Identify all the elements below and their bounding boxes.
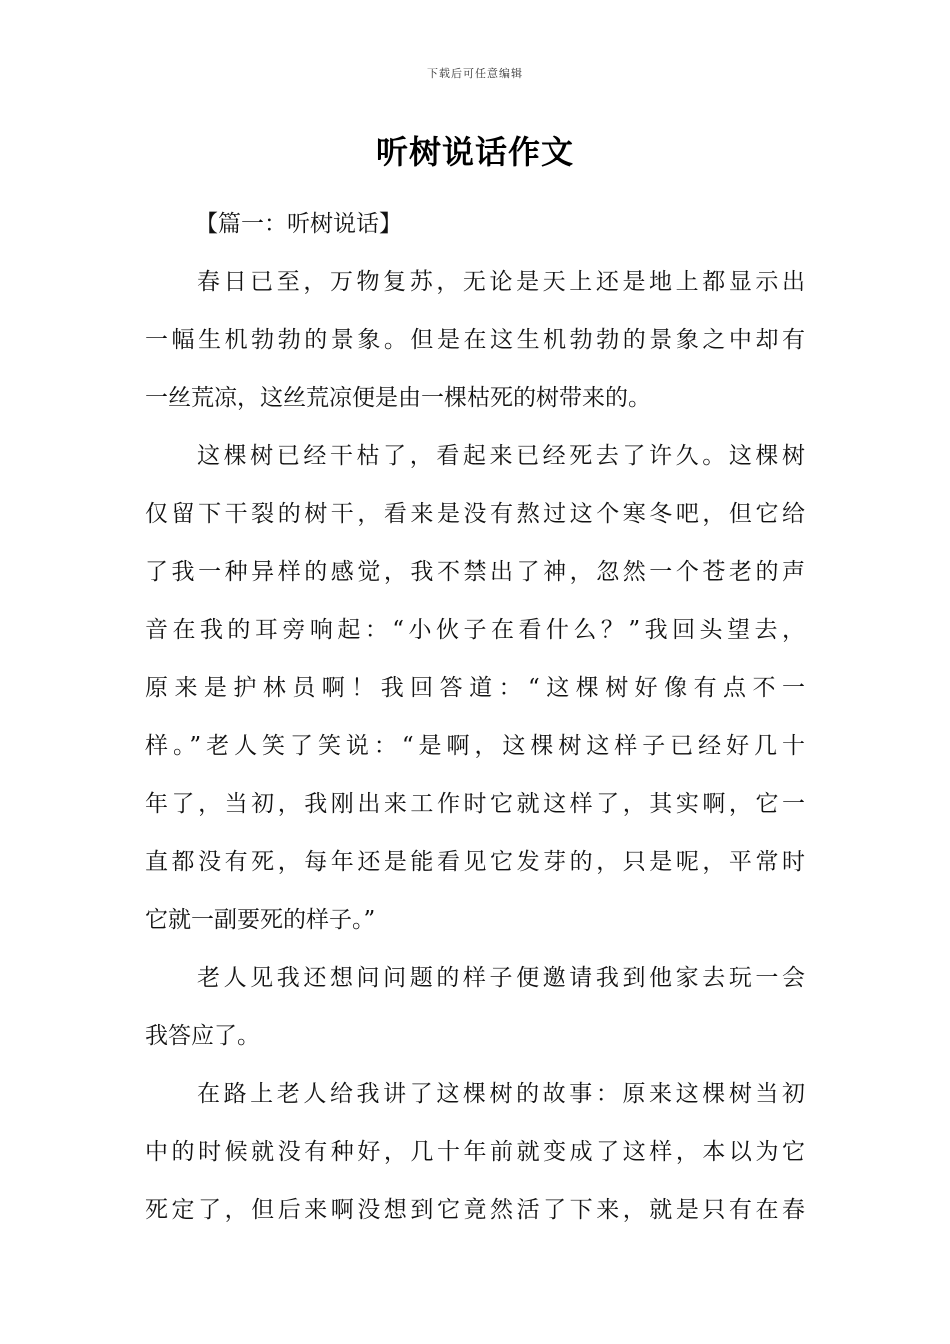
paragraph-line: 原来是护林员啊！我回答道：“这棵树好像有点不一	[145, 675, 805, 701]
paragraph-line: 这棵树已经干枯了，看起来已经死去了许久。这棵树	[197, 443, 805, 469]
paragraph-line: 老人见我还想问问题的样子便邀请我到他家去玩一会	[197, 965, 805, 991]
paragraph-line: 死定了，但后来啊没想到它竟然活了下来，就是只有在春	[145, 1197, 805, 1223]
paragraph-line: 它就一副要死的样子。”	[145, 907, 376, 933]
paragraph-line: 直都没有死，每年还是能看见它发芽的，只是呢，平常时	[145, 849, 805, 875]
header-note: 下载后可任意编辑	[427, 67, 523, 80]
paragraph-line: 样。”老人笑了笑说：“是啊，这棵树这样子已经好几十	[145, 733, 805, 759]
paragraph-line: 中的时候就没有种好，几十年前就变成了这样，本以为它	[145, 1139, 805, 1165]
paragraph-line: 仅留下干裂的树干，看来是没有熬过这个寒冬吧，但它给	[145, 501, 805, 527]
paragraph-line: 一丝荒凉，这丝荒凉便是由一棵枯死的树带来的。	[145, 385, 651, 411]
document-body	[145, 195, 805, 1239]
paragraph-line: 了我一种异样的感觉，我不禁出了神，忽然一个苍老的声	[145, 559, 805, 585]
paragraph-line: 在路上老人给我讲了这棵树的故事：原来这棵树当初	[197, 1081, 805, 1107]
paragraph-line: 年了，当初，我刚出来工作时它就这样了，其实啊，它一	[145, 791, 805, 817]
paragraph-line: 音在我的耳旁响起：“小伙子在看什么？”我回头望去，	[145, 617, 805, 643]
paragraph-line: 一幅生机勃勃的景象。但是在这生机勃勃的景象之中却有	[145, 327, 805, 353]
document-title: 听树说话作文	[375, 133, 574, 171]
paragraph-line: 春日已至，万物复苏，无论是天上还是地上都显示出	[197, 269, 805, 295]
paragraph-line: 我答应了。	[145, 1023, 260, 1049]
section-heading: 【篇一：听树说话】	[195, 211, 402, 237]
